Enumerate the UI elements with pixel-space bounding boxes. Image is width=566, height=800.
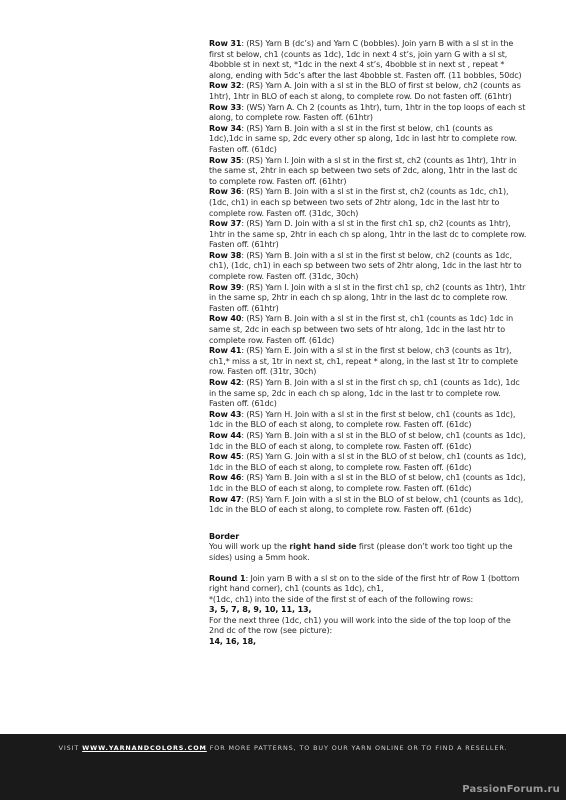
row-text: : (RS) Yarn G. Join with a sl st in the BLO of st below, ch1 (counts as 1dc), 1dc in the BLO of each st along, to complete row. Fasten off. (61dc): [209, 452, 527, 472]
row-instructions: [209, 39, 527, 516]
row-label: Row 36: [209, 187, 242, 197]
round-1-rows-b: [209, 637, 527, 648]
round-1-line-3: For the next three (1dc, ch1) you will work into the side of the top loop of the 2nd dc of the row (see picture):: [209, 615, 511, 636]
row-text: : (RS) Yarn B. Join with a sl st in the first st below, ch2 (counts as 1dc, ch1), (1dc, ch1) in each sp between two sets of 2htr along, 1dc in the last htr to complete row. Fasten off. (31dc, 30ch): [209, 250, 522, 282]
row-label: Row 33: [209, 102, 242, 112]
row-label: Row 31: [209, 39, 242, 48]
round-1-text: : Join yarn B with a sl st on to the side of the first htr of Row 1 (bottom right hand corner), ch1 (counts as 1dc), ch1,: [209, 573, 520, 594]
watermark: PassionForum.ru: [462, 784, 560, 795]
round-1-line-2: *(1dc, ch1) into the side of the first st of each of the following rows:: [209, 594, 474, 604]
row-label: Row 39: [209, 282, 242, 292]
row-instruction: [209, 452, 527, 473]
row-instruction: [209, 473, 527, 494]
row-instruction: [209, 346, 527, 378]
row-instruction: [209, 251, 527, 283]
row-instruction: [209, 187, 527, 219]
round-1-line: [209, 574, 527, 595]
row-instruction: [209, 156, 527, 188]
row-text: : (RS) Yarn I. Join with a sl st in the first st, ch2 (counts as 1htr), 1htr in the same st, 2htr in each sp between two sets of 2dc, along, 1htr in the last dc to complete row. Fasten off. (61htr): [209, 155, 518, 186]
row-label: Row 34: [209, 123, 242, 133]
border-intro-start: You will work up the: [209, 542, 290, 552]
row-instruction: [209, 283, 527, 315]
row-text: : (RS) Yarn B (dc’s) and Yarn C (bobbles). Join yarn B with a sl st in the first st below, ch1 (counts as 1dc), 1dc in next 4 st’s, join yarn G with a sl st, 4bobble st in next st, *1dc in the next 4 st’s, 4bobble st in next st , repeat * along, ending with 5dc’s after the last 4bobble st. Fasten off. (11 bobbles, 50dc): [209, 39, 522, 80]
row-text: : (RS) Yarn B. Join with a sl st in the first ch sp, ch1 (counts as 1dc), 1dc in the same sp, 2dc in each ch sp along, 1dc in the last tr to complete row. Fasten off. (61dc): [209, 378, 520, 409]
border-intro: [209, 542, 527, 563]
pattern-content: [209, 39, 527, 648]
row-instruction: [209, 81, 527, 102]
row-instruction: [209, 431, 527, 452]
row-instruction: [209, 124, 527, 156]
row-instruction: [209, 314, 527, 346]
row-text: : (RS) Yarn A. Join with a sl st in the BLO of first st below, ch2 (counts as 1htr), 1htr in BLO of each st along, to complete row. Do not fasten off. (61htr): [209, 81, 521, 101]
footer-text: [0, 744, 566, 752]
row-label: Row 37: [209, 219, 242, 229]
row-label: Row 32: [209, 81, 242, 91]
row-instruction: [209, 410, 527, 431]
border-intro-end: first (please don’t work too tight up the sides) using a 5mm hook.: [209, 542, 513, 562]
row-text: : (RS) Yarn F. Join with a sl st in the BLO of st below, ch1 (counts as 1dc), 1dc in the BLO of each st along, to complete row. Fasten off. (61dc): [209, 494, 524, 515]
footer-prefix: VISIT: [58, 744, 83, 752]
row-label: Row 38: [209, 250, 242, 260]
row-text: : (WS) Yarn A. Ch 2 (counts as 1htr), turn, 1htr in the top loops of each st along, to complete row. Fasten off. (61htr): [209, 102, 526, 123]
row-text: : (RS) Yarn B. Join with a sl st in the BLO of st below, ch1 (counts as 1dc), 1dc in the BLO of each st along, to complete row. Fasten off. (61dc): [209, 430, 526, 451]
page-footer: [0, 734, 566, 800]
row-label: Row 44: [209, 430, 242, 440]
row-instruction: [209, 219, 527, 251]
row-label: Row 46: [209, 473, 242, 483]
website-link[interactable]: WWW.YARNANDCOLORS.COM: [82, 744, 207, 752]
row-instruction: [209, 378, 527, 410]
row-label: Row 47: [209, 494, 242, 504]
row-label: Row 35: [209, 155, 242, 165]
border-intro-emphasis: right hand side: [289, 542, 357, 552]
border-heading: Border: [209, 531, 240, 541]
row-label: Row 43: [209, 409, 242, 419]
row-label: Row 40: [209, 314, 242, 324]
row-instruction: [209, 39, 527, 81]
row-instruction: [209, 495, 527, 516]
row-label: Row 45: [209, 452, 242, 462]
row-text: : (RS) Yarn B. Join with a sl st in the first st, ch1 (counts as 1dc) 1dc in same st, 2dc in each sp between two sets of htr along, 1dc in the last htr to complete row. Fasten off. (61dc): [209, 314, 514, 345]
round-1-rows-a-text: 3, 5, 7, 8, 9, 10, 11, 13,: [209, 605, 312, 615]
row-text: : (RS) Yarn H. Join with a sl st in the first st below, ch1 (counts as 1dc), 1dc in the BLO of each st along, to complete row. Fasten off. (61dc): [209, 409, 516, 430]
row-label: Row 41: [209, 346, 242, 356]
row-text: : (RS) Yarn B. Join with a sl st in the BLO of st below, ch1 (counts as 1dc), 1dc in the BLO of each st along, to complete row. Fasten off. (61dc): [209, 473, 526, 493]
footer-suffix: FOR MORE PATTERNS, TO BUY OUR YARN ONLINE OR TO FIND A RESELLER.: [206, 744, 508, 752]
row-text: : (RS) Yarn B. Join with a sl st in the first st, ch2 (counts as 1dc, ch1), (1dc, ch1) in each sp between two sets of 2htr along, 1dc in the last htr to complete row. Fasten off. (31dc, 30ch): [209, 187, 509, 218]
round-1-rows-b-text: 14, 16, 18,: [209, 637, 256, 647]
row-text: : (RS) Yarn I. Join with a sl st in the first ch1 sp, ch2 (counts as 1htr), 1htr in the same sp, 2htr in each ch sp along, 1htr in the last dc to complete row. Fasten off. (61htr): [209, 282, 526, 313]
row-text: : (RS) Yarn D. Join with a sl st in the first ch1 sp, ch2 (counts as 1htr), 1htr in the same sp, 2htr in each ch sp along, 1htr in the last dc to complete row. Fasten off. (61htr): [209, 219, 527, 250]
row-instruction: [209, 103, 527, 124]
round-1-instructions: [209, 574, 527, 648]
round-1-label: Round 1: [209, 573, 246, 583]
row-text: : (RS) Yarn B. Join with a sl st in the first st below, ch1 (counts as 1dc),1dc in same sp, 2dc every other sp along, 1dc in last htr to complete row. Fasten off. (61dc): [209, 123, 517, 154]
row-text: : (RS) Yarn E. Join with a sl st in the first st below, ch3 (counts as 1tr), ch1,* miss a st, 1tr in next st, ch1, repeat * along, in the last st 1tr to complete row. Fasten off. (31tr, 30ch): [209, 346, 518, 377]
row-label: Row 42: [209, 378, 242, 387]
round-1-rows-a: [209, 605, 527, 616]
